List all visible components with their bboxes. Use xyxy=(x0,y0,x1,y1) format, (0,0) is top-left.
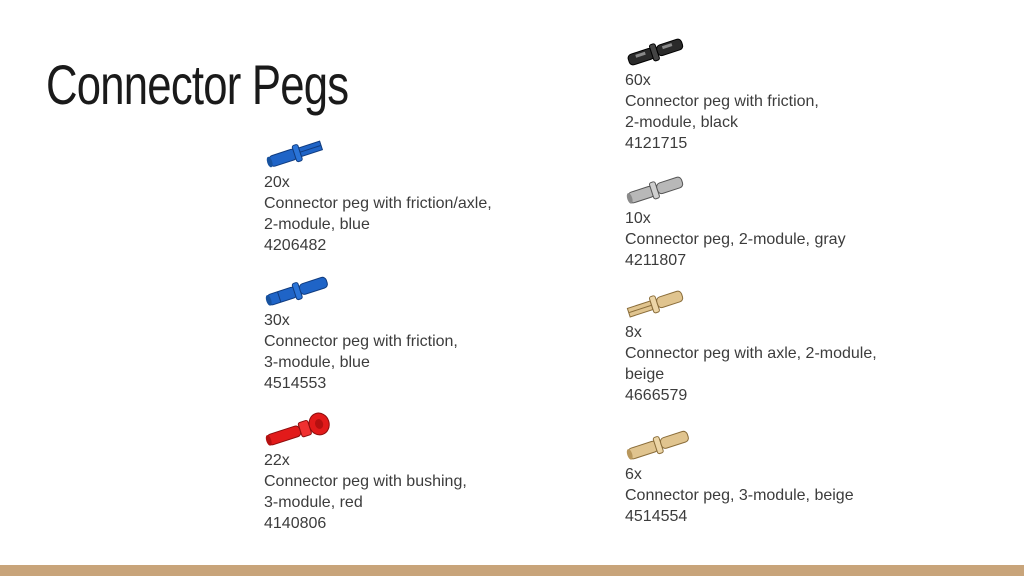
part-description: 3-module, blue xyxy=(264,354,370,371)
part-quantity: 8x xyxy=(625,324,642,341)
part-number: 4666579 xyxy=(625,387,688,404)
blue-axle-peg-icon xyxy=(264,132,334,172)
part-description: 2-module, blue xyxy=(264,216,370,233)
part-number: 4206482 xyxy=(264,237,327,254)
part-quantity: 6x xyxy=(625,466,642,483)
black-peg-icon xyxy=(625,30,695,70)
beige-long-peg-icon xyxy=(625,424,695,464)
part-item xyxy=(264,270,458,394)
part-number: 4140806 xyxy=(264,515,327,532)
footer-bar xyxy=(0,565,1024,576)
part-description: 2-module, black xyxy=(625,114,738,131)
part-item xyxy=(264,410,467,534)
part-number: 4514553 xyxy=(264,375,327,392)
red-bushing-peg-icon xyxy=(264,410,334,450)
part-description: Connector peg with bushing, xyxy=(264,473,467,490)
slide-title: Connector Pegs xyxy=(46,53,349,116)
part-item xyxy=(264,132,492,256)
part-quantity: 10x xyxy=(625,210,651,227)
part-description: Connector peg with friction, xyxy=(264,333,458,350)
part-quantity: 20x xyxy=(264,174,290,191)
part-item xyxy=(625,424,854,527)
part-item xyxy=(625,30,819,154)
gray-peg-icon xyxy=(625,168,695,208)
part-item xyxy=(625,168,846,271)
part-description: Connector peg with axle, 2-module, xyxy=(625,345,877,362)
part-quantity: 30x xyxy=(264,312,290,329)
part-quantity: 60x xyxy=(625,72,651,89)
part-description: Connector peg with friction, xyxy=(625,93,819,110)
part-description: Connector peg, 3-module, beige xyxy=(625,487,854,504)
part-description: Connector peg, 2-module, gray xyxy=(625,231,846,248)
part-description: beige xyxy=(625,366,665,383)
part-description: 3-module, red xyxy=(264,494,363,511)
part-item xyxy=(625,282,877,406)
part-number: 4121715 xyxy=(625,135,688,152)
beige-axle-peg-icon xyxy=(625,282,695,322)
part-number: 4514554 xyxy=(625,508,688,525)
blue-long-peg-icon xyxy=(264,270,334,310)
part-description: Connector peg with friction/axle, xyxy=(264,195,492,212)
part-number: 4211807 xyxy=(625,252,687,269)
part-quantity: 22x xyxy=(264,452,290,469)
